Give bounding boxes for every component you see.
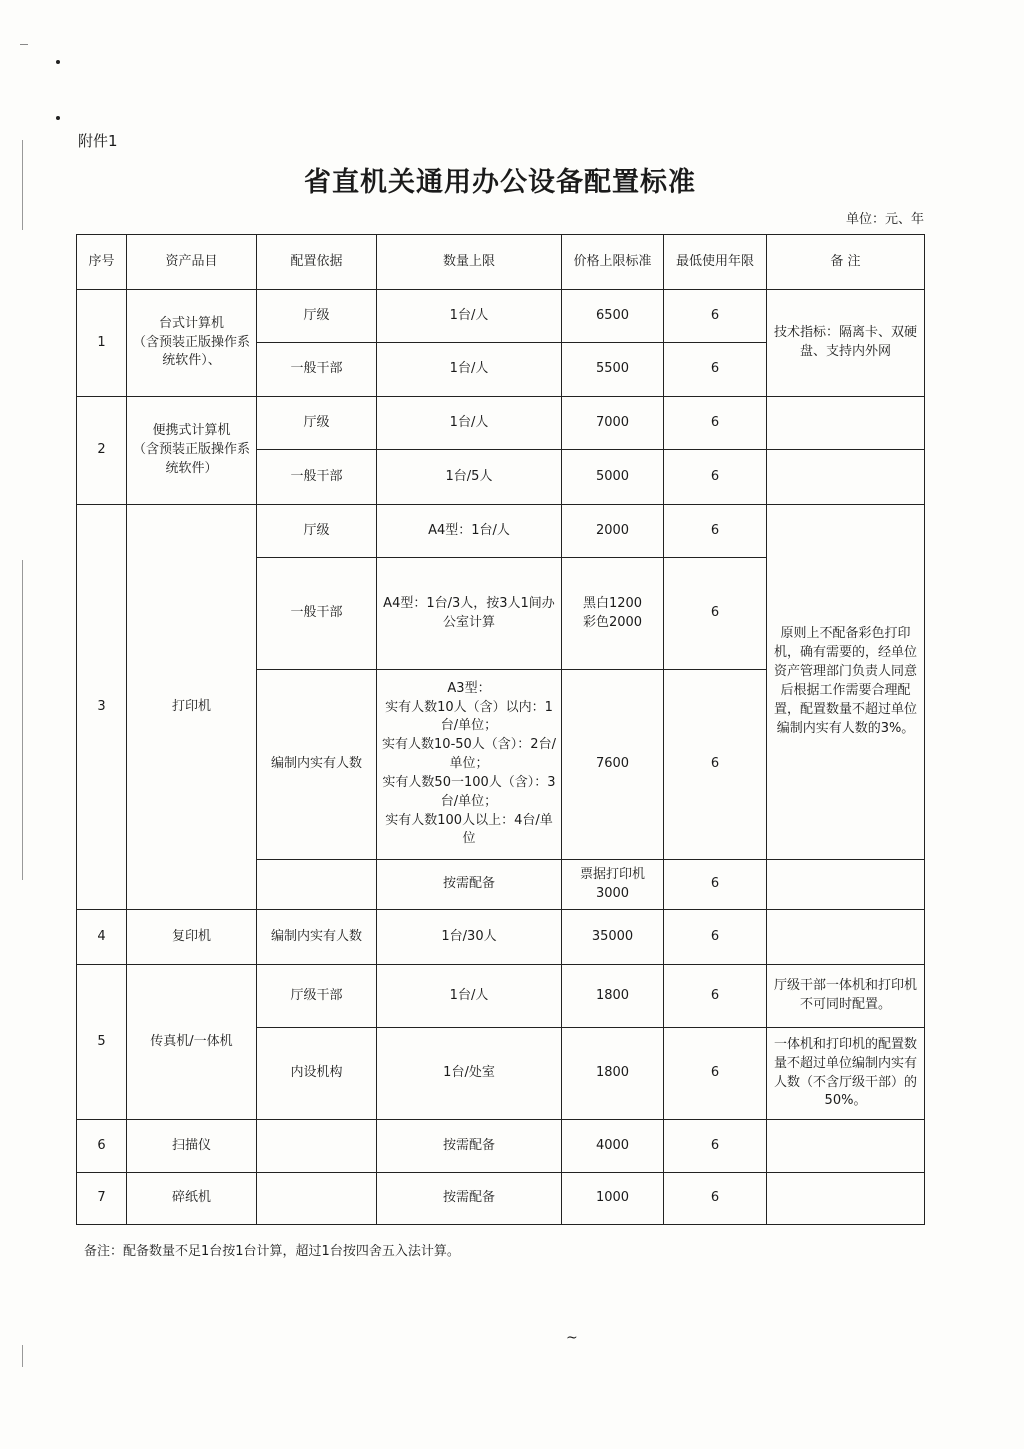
- row-remark: [767, 860, 925, 910]
- row-item: 便携式计算机 （含预装正版操作系统软件）: [127, 397, 257, 505]
- row-qty: A3型： 实有人数10人（含）以内：1台/单位； 实有人数10-50人（含）：2台/单位； 实有人数50一100人（含）：3台/单位； 实有人数100人以上：4台/单位: [377, 670, 562, 860]
- row-price: 7600: [562, 670, 664, 860]
- row-years: 6: [664, 860, 767, 910]
- page-title: 省直机关通用办公设备配置标准: [304, 167, 696, 198]
- row-price: 4000: [562, 1120, 664, 1173]
- row-remark: [767, 1120, 925, 1173]
- row-item: 打印机: [127, 505, 257, 910]
- row-basis: 编制内实有人数: [257, 670, 377, 860]
- row-years: 6: [664, 1173, 767, 1225]
- row-years: 6: [664, 910, 767, 965]
- table-row: [77, 397, 925, 450]
- table-row: [77, 1120, 925, 1173]
- row-qty: 1台/人: [377, 290, 562, 343]
- attachment-label: 附件1: [78, 132, 118, 150]
- row-remark: 一体机和打印机的配置数量不超过单位编制内实有人数（不含厅级干部）的50%。: [767, 1028, 925, 1120]
- row-price: 2000: [562, 505, 664, 558]
- row-years: 6: [664, 558, 767, 670]
- header-basis: 配置依据: [257, 235, 377, 290]
- row-qty: 1台/处室: [377, 1028, 562, 1120]
- row-qty: A4型：1台/3人，按3人1间办公室计算: [377, 558, 562, 670]
- row-qty: 按需配备: [377, 860, 562, 910]
- row-years: 6: [664, 343, 767, 397]
- page-mark: ~: [566, 1330, 578, 1346]
- row-years: 6: [664, 450, 767, 505]
- row-basis: 一般干部: [257, 343, 377, 397]
- row-remark: 厅级干部一体机和打印机不可同时配置。: [767, 965, 925, 1028]
- scan-tick: [20, 44, 28, 45]
- row-basis: 厅级: [257, 505, 377, 558]
- header-no: 序号: [77, 235, 127, 290]
- row-qty: 按需配备: [377, 1173, 562, 1225]
- unit-label: 单位：元、年: [845, 212, 924, 227]
- row-price: 黑白1200 彩色2000: [562, 558, 664, 670]
- table-row: [77, 290, 925, 343]
- row-no: 3: [77, 505, 127, 910]
- row-item: 扫描仪: [127, 1120, 257, 1173]
- row-no: 6: [77, 1120, 127, 1173]
- row-basis: 内设机构: [257, 1028, 377, 1120]
- row-years: 6: [664, 965, 767, 1028]
- row-price: 5500: [562, 343, 664, 397]
- row-remark: 技术指标：隔离卡、双硬盘、支持内外网: [767, 290, 925, 397]
- row-basis: 一般干部: [257, 558, 377, 670]
- row-basis: [257, 1120, 377, 1173]
- row-price: 35000: [562, 910, 664, 965]
- row-no: 5: [77, 965, 127, 1120]
- row-no: 4: [77, 910, 127, 965]
- row-qty: 1台/5人: [377, 450, 562, 505]
- row-basis: [257, 1173, 377, 1225]
- row-remark: [767, 1173, 925, 1225]
- header-qty: 数量上限: [377, 235, 562, 290]
- row-item: 台式计算机 （含预装正版操作系统软件）、: [127, 290, 257, 397]
- header-price: 价格上限标准: [562, 235, 664, 290]
- row-basis: 编制内实有人数: [257, 910, 377, 965]
- row-qty: A4型：1台/人: [377, 505, 562, 558]
- row-years: 6: [664, 290, 767, 343]
- row-no: 1: [77, 290, 127, 397]
- row-price: 6500: [562, 290, 664, 343]
- row-years: 6: [664, 1028, 767, 1120]
- header-years: 最低使用年限: [664, 235, 767, 290]
- row-no: 7: [77, 1173, 127, 1225]
- scan-line: [22, 560, 23, 880]
- scan-dot: [56, 116, 60, 120]
- row-basis: 厅级干部: [257, 965, 377, 1028]
- row-basis: 一般干部: [257, 450, 377, 505]
- row-basis: [257, 860, 377, 910]
- equipment-standard-table: [76, 234, 925, 1225]
- table-row: [77, 1173, 925, 1225]
- row-remark: 原则上不配备彩色打印机，确有需要的，经单位资产管理部门负责人同意后根据工作需要合理配置，配置数量不超过单位编制内实有人数的3%。: [767, 505, 925, 860]
- row-price: 7000: [562, 397, 664, 450]
- row-price: 1000: [562, 1173, 664, 1225]
- row-qty: 1台/30人: [377, 910, 562, 965]
- row-price: 5000: [562, 450, 664, 505]
- row-price: 1800: [562, 965, 664, 1028]
- row-years: 6: [664, 670, 767, 860]
- row-years: 6: [664, 1120, 767, 1173]
- row-qty: 按需配备: [377, 1120, 562, 1173]
- table-row: [77, 910, 925, 965]
- row-qty: 1台/人: [377, 343, 562, 397]
- scan-line: [22, 1345, 23, 1367]
- scan-dot: [56, 60, 60, 64]
- row-qty: 1台/人: [377, 965, 562, 1028]
- row-item: 碎纸机: [127, 1173, 257, 1225]
- row-no: 2: [77, 397, 127, 505]
- row-basis: 厅级: [257, 397, 377, 450]
- row-item: 复印机: [127, 910, 257, 965]
- table-header-row: [77, 235, 925, 290]
- row-years: 6: [664, 505, 767, 558]
- table-row: [77, 965, 925, 1028]
- row-qty: 1台/人: [377, 397, 562, 450]
- table-row: [77, 505, 925, 558]
- row-price: 1800: [562, 1028, 664, 1120]
- header-item: 资产品目: [127, 235, 257, 290]
- row-remark: [767, 910, 925, 965]
- footnote: 备注：配备数量不足1台按1台计算，超过1台按四舍五入法计算。: [84, 1244, 460, 1259]
- header-remark: 备 注: [767, 235, 925, 290]
- row-basis: 厅级: [257, 290, 377, 343]
- row-years: 6: [664, 397, 767, 450]
- row-price: 票据打印机 3000: [562, 860, 664, 910]
- row-remark: [767, 450, 925, 505]
- row-item: 传真机/一体机: [127, 965, 257, 1120]
- row-remark: [767, 397, 925, 450]
